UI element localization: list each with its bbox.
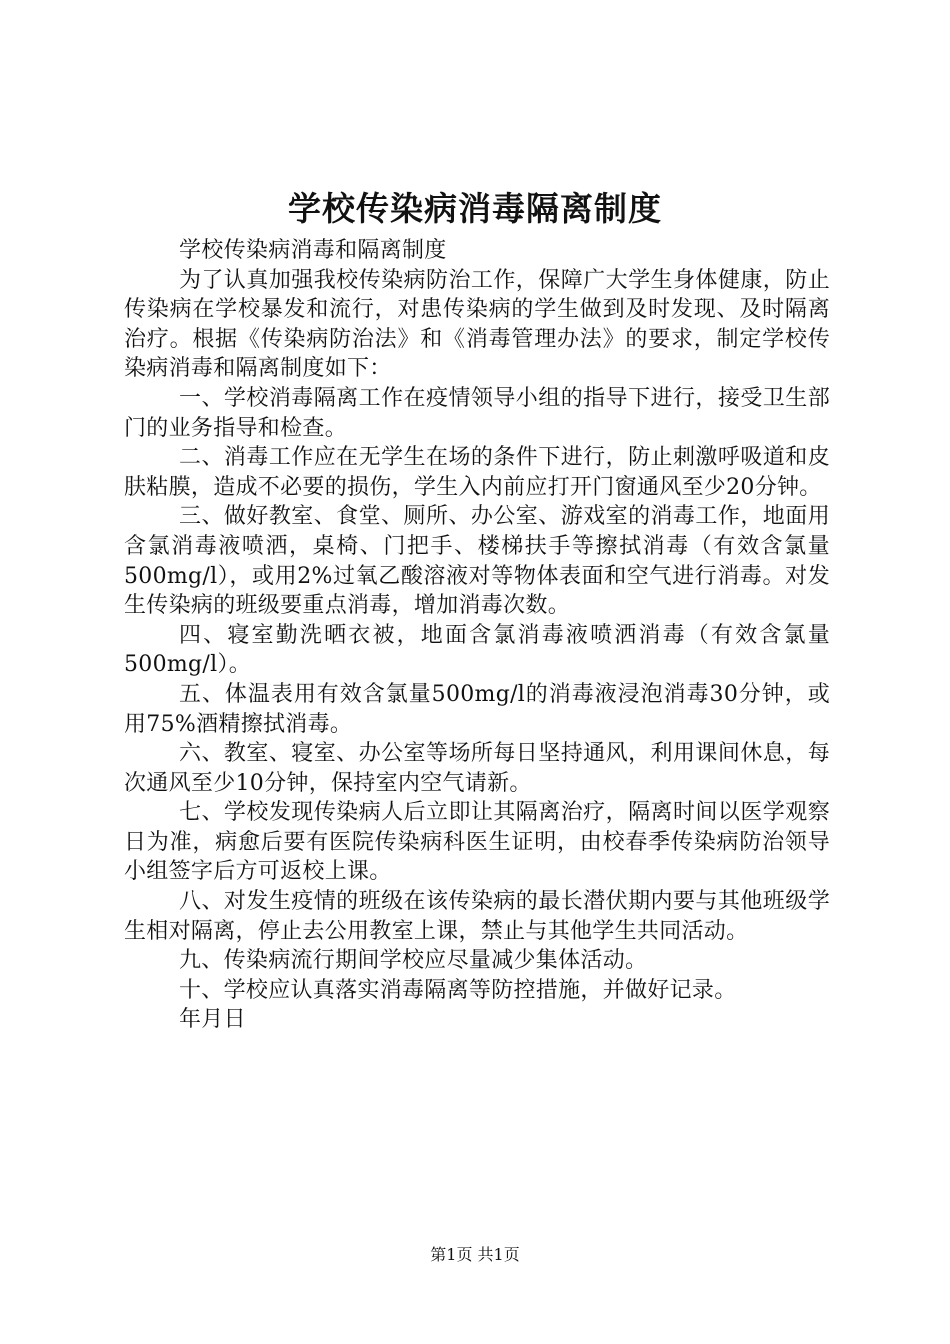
- paragraph-item-5: 五、体温表用有效含氯量500mg/l的消毒液浸泡消毒30分钟，或用75%酒精擦拭消毒。: [124, 681, 830, 737]
- page-footer: 第1页 共1页: [430, 1245, 520, 1264]
- paragraph-item-4: 四、寝室勤洗晒衣被，地面含氯消毒液喷洒消毒（有效含氯量500mg/l）。: [124, 622, 830, 678]
- paragraph-item-7: 七、学校发现传染病人后立即让其隔离治疗，隔离时间以医学观察日为准，病愈后要有医院传染病科医生证明，由校春季传染病防治领导小组签字后方可返校上课。: [124, 800, 830, 885]
- paragraph-subtitle: 学校传染病消毒和隔离制度: [179, 238, 447, 263]
- document-title: 学校传染病消毒隔离制度: [288, 189, 662, 228]
- paragraph-item-6: 六、教室、寝室、办公室等场所每日坚持通风，利用课间休息，每次通风至少10分钟，保持室内空气请新。: [124, 741, 830, 796]
- paragraph-item-2: 二、消毒工作应在无学生在场的条件下进行，防止刺激呼吸道和皮肤粘膜，造成不必要的损伤，学生入内前应打开门窗通风至少20分钟。: [124, 445, 830, 500]
- paragraph-intro: 为了认真加强我校传染病防治工作，保障广大学生身体健康，防止传染病在学校暴发和流行，对患传染病的学生做到及时发现、及时隔离治疗。根据《传染病防治法》和《消毒管理办法》的要求，制定学校传染病消毒和隔离制度如下：: [124, 267, 830, 382]
- document-body: [124, 236, 830, 1035]
- paragraph-item-1: 一、学校消毒隔离工作在疫情领导小组的指导下进行，接受卫生部门的业务指导和检查。: [124, 385, 830, 441]
- paragraph-date: 年月日: [179, 1007, 246, 1033]
- paragraph-item-8: 八、对发生疫情的班级在该传染病的最长潜伏期内要与其他班级学生相对隔离，停止去公用教室上课，禁止与其他学生共同活动。: [124, 889, 830, 944]
- paragraph-item-3: 三、做好教室、食堂、厕所、办公室、游戏室的消毒工作，地面用含氯消毒液喷洒，桌椅、门把手、楼梯扶手等擦拭消毒（有效含氯量500mg/l），或用2%过氧乙酸溶液对等物体表面和空气进行消毒。对发生传染病的班级要重点消毒，增加消毒次数。: [124, 504, 830, 619]
- paragraph-item-10: 十、学校应认真落实消毒隔离等防控措施，并做好记录。: [179, 977, 737, 1003]
- paragraph-item-9: 九、传染病流行期间学校应尽量减少集体活动。: [179, 948, 648, 974]
